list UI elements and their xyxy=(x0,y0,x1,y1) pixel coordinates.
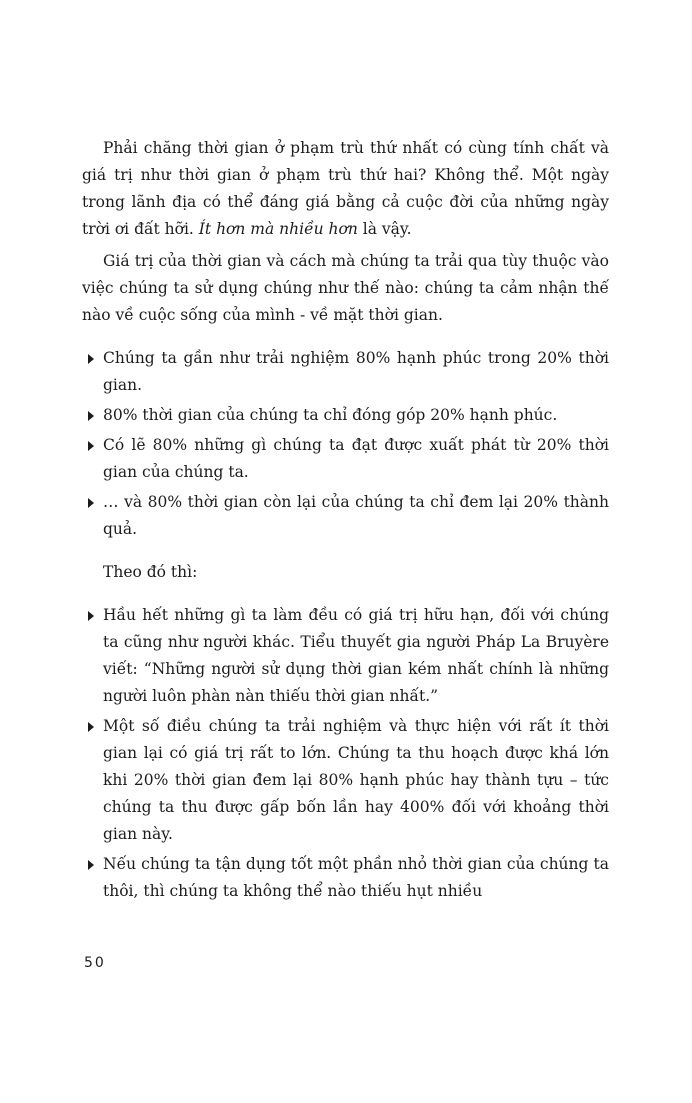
paragraph-1-italic: Ít hơn mà nhiều hơn xyxy=(198,220,358,238)
bullet-list-2 xyxy=(82,602,609,905)
triangle-bullet-icon xyxy=(88,860,94,870)
lead-text: Theo đó thì: xyxy=(103,563,198,581)
triangle-bullet-icon xyxy=(88,498,94,508)
list-item-text: Có lẽ 80% những gì chúng ta đạt được xuất phát từ 20% thời gian của chúng ta. xyxy=(103,436,609,481)
list-item-text: Nếu chúng ta tận dụng tốt một phần nhỏ thời gian của chúng ta thôi, thì chúng ta không thể nào thiếu hụt nhiều xyxy=(103,855,609,900)
triangle-bullet-icon xyxy=(88,722,94,732)
triangle-bullet-icon xyxy=(88,441,94,451)
triangle-bullet-icon xyxy=(88,411,94,421)
list-item xyxy=(82,851,609,905)
page-body xyxy=(82,135,609,905)
list-item xyxy=(82,402,609,429)
list-item-text: … và 80% thời gian còn lại của chúng ta chỉ đem lại 20% thành quả. xyxy=(103,493,609,538)
paragraph-1 xyxy=(82,135,609,243)
paragraph-2: Giá trị của thời gian và cách mà chúng ta trải qua tùy thuộc vào việc chúng ta sử dụng chúng như thế nào: chúng ta cảm nhận thế nào về cuộc sống của mình - về mặt thời gian. xyxy=(82,252,609,324)
list-item xyxy=(82,432,609,486)
list-item-text: Hầu hết những gì ta làm đều có giá trị hữu hạn, đối với chúng ta cũng như người khác. Tiểu thuyết gia người Pháp La Bruyère viết: “Những người sử dụng thời gian kém nhất chính là những người luôn phàn nàn thiếu thời gian nhất.” xyxy=(103,606,609,705)
list-item xyxy=(82,345,609,399)
list-item xyxy=(82,602,609,710)
triangle-bullet-icon xyxy=(88,611,94,621)
paragraph-1-text: Phải chăng thời gian ở phạm trù thứ nhất có cùng tính chất và giá trị như thời gian ở phạm trù thứ hai? Không thể. Một ngày trong lãnh địa có thể đáng giá bằng cả cuộc đời của những ngày trời ơi đất hỡi. xyxy=(82,139,609,238)
list-item-text: Một số điều chúng ta trải nghiệm và thực hiện với rất ít thời gian lại có giá trị rất to lớn. Chúng ta thu hoạch được khá lớn khi 20% thời gian đem lại 80% hạnh phúc hay thành tựu – tức chúng ta thu được gấp bốn lần hay 400% đối với khoảng thời gian này. xyxy=(103,717,609,843)
list-item-text: Chúng ta gần như trải nghiệm 80% hạnh phúc trong 20% thời gian. xyxy=(103,349,609,394)
list-item xyxy=(82,489,609,543)
triangle-bullet-icon xyxy=(88,354,94,364)
bullet-list-1 xyxy=(82,345,609,543)
paragraph-1-tail: là vậy. xyxy=(362,220,412,238)
list-item xyxy=(82,713,609,848)
list-item-text: 80% thời gian của chúng ta chỉ đóng góp 20% hạnh phúc. xyxy=(103,406,558,424)
page-number: 50 xyxy=(84,955,106,971)
